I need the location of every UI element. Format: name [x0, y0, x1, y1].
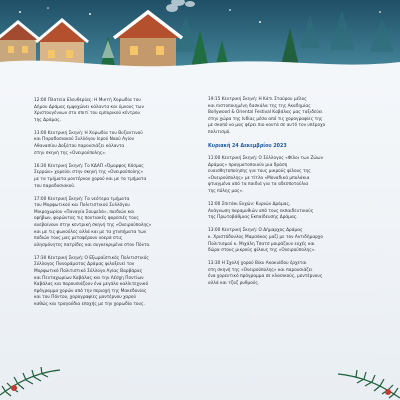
schedule-entry: 12:00 Πλατεία Ελευθερίας: Η Μικτή Χορωδία του Δήμου Δράμας εμψυχώνει κάλαντα και ύμνους των Χριστουγέννων στο σπιτί του εμπορικού κέντρου της Δράμας. — [34, 98, 144, 123]
program-column-right — [208, 97, 386, 294]
schedule-entry: 11:00 Κεντρική Σκηνή: Ο Σύλλογος «Φίλοι των Ζώων Δράμας» πραγματοποιούν μια δράση ευαισθητοποίησης για τους μικρούς φίλους της «Ονειρούπολης» με τίτλο «Μοναδικά μπολάκια φτιαγμένα από τα παιδιά για τα αδεσποτούλια της πόλης μας». — [208, 156, 323, 195]
winter-village-banner — [0, 0, 400, 80]
schedule-entry: 16:30 Κεντρική Σκηνή: Το ΚΔΑΠ «Όμορφος Κόσμος Σερρών» χορεύει στην σκηνή της «Ονειρούπολης» με τα τμήματα μοντέρνου χορού και με τα τμήματα του παραδοσιακού. — [34, 163, 147, 189]
schedule-entry: 13:00 Κεντρική Σκηνή: Η Χορωδία του Βυζαντινού και Παραδοσιακού Συλλόγου Ιερού Ναού Αγίου Αθανασίου Δοξάτου παρουσιάζει κάλαντα στην σκηνή της «Ονειρούπολης». — [34, 130, 143, 156]
day-heading: Κυριακή 24 Δεκεμβρίου 2023 — [208, 144, 287, 150]
schedule-entry: 17:00 Κεντρική Σκηνή: Τα νεότερα τμήματα του Μορφωτικού και Πολιτιστικού Συλλόγου Μικροχωρίου «Παναγία Σουμελά», παιδιών και εφήβων, φορώντας τις ποντιακές φορεσιές τους ανεβαίνουν στην κεντρική σκηνή της «Ονειρούπολης» και με τις φωνούλες αλλά και με τα χτυπήματα των ποδιών τους μας μεταφέρουν νοερά στις αλησμόνητες πατρίδες και συγκεκριμένα στον Πόντο. — [34, 196, 152, 248]
program-column-left — [34, 98, 212, 315]
schedule-entry: 19:15 Κεντρική Σκηνή: Η Κάτι Σταύρου μέλος και πιστοποιημένη δασκάλα της της Ακαδημίας Bollywood & Oriental Festival Καβάλας μας ταξιδεύει στην χώρα της Ινδίας μέσα από τις χορογραφίες της με σκοπό να μας φέρει πιο κοντά σε αυτό τον υπέροχο πολιτισμό. — [208, 97, 326, 135]
schedule-entry: 13:30 Η Σχολή χορού Βίκυ Ακακιάδου έρχεται στη σκηνή της «Ονειρούπολης» και παρουσιάζει ένα χορευτικό πρόγραμμα σε κλασικούς, μοντέρνους αλλά και τζαζ ρυθμούς. — [208, 261, 323, 287]
schedule-entry: 17:30 Κεντρική Σκηνή: Ο Εξωραϊστικός Πολιτιστικός Σύλλογος Πανοράματος Δράμας φιλοξενεί τον Μορφωτικό Πολιτιστικό Σύλλογο Αγίας Βαρβάρας και Πενταχωρίων Καβάλας και την Λέσχη Ποντίων Καβάλας και παρουσιάζουν ένα μεγάλο καλλιτεχνικό πρόγραμμα χορών από την περιοχή της Μακεδονίας και του Πόντου, χορογραφίες μοντέρνου χορού καθώς και τραγούδια εποχής με την χορωδία τους. — [34, 255, 149, 308]
schedule-entry: 12:00 Σπιτάκι Ευχών: Κυριών Δράμας, Ανάγνωση παραμυθιών από τους εκπαιδευτικούς της Πρωτοβάθμιας Εκπαίδευσης Δράμας. — [208, 202, 314, 221]
schedule-entry: 13:00 Κεντρική Σκηνή: Ο Δήμαρχος Δράμας κ. Χριστόδουλος Μαμσάκος μαζί με τον Αντιδήμαρχο Πολιτισμού κ. Μιχάλη Τσατσ μοιράζουν ευχές και δώρα στους μικρούς φίλους της «Ονειρούπολης». — [208, 228, 323, 254]
